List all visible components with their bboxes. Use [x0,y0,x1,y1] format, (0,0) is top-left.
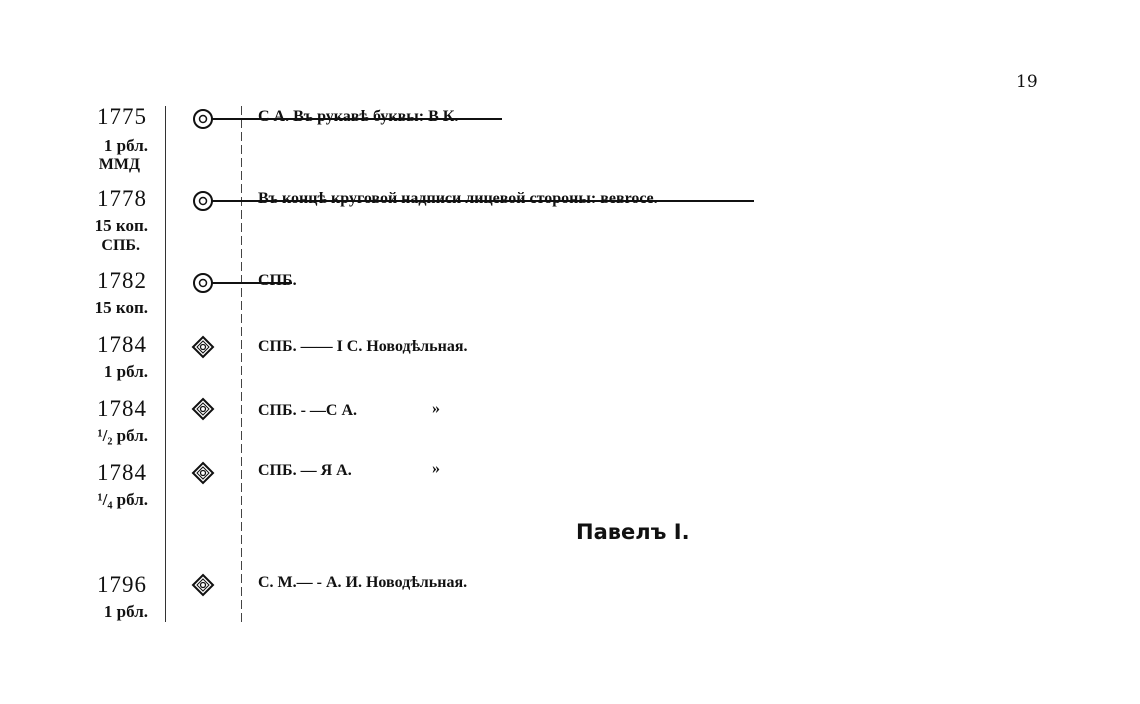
entry-year: 1796 [97,572,147,597]
entry-description: С А. Въ рукавѣ буквы: В К. [258,108,459,125]
entry-description: СПБ. — Я А. [258,462,352,479]
entry-year: 1775 [97,104,147,129]
entry-year: 1784 [97,396,147,421]
page-number: 19 [1016,72,1038,92]
diamond-dot-icon [190,334,216,360]
entry-denomination: 1 рбл. [103,362,148,381]
entry-mint: СПБ. [101,237,140,254]
diamond-dot-icon [190,396,216,422]
entry-denomination: ¹/₄ рбл. [97,490,148,509]
entry-year: 1778 [97,186,147,211]
entry-denomination: 15 коп. [94,216,148,235]
entry-description: СПБ. [258,272,297,289]
entry-description: С. М.— - А. И. Новодѣльная. [258,574,468,591]
ditto-mark: » [432,400,440,417]
diamond-dot-icon [190,460,216,486]
section-heading: Павелъ I. [576,520,690,544]
entry-description: Въ концѣ круговой надписи лицевой стороны: вeвroce. [258,190,658,207]
entry-denomination: 1 рбл. [103,602,148,621]
entry-year: 1784 [97,460,147,485]
ditto-mark: » [432,460,440,477]
entry-denomination: ¹/₂ рбл. [97,426,148,445]
entry-mint: ММД [98,156,140,173]
column-divider-right [241,106,242,622]
entry-year: 1782 [97,268,147,293]
column-divider-left [165,106,166,622]
entry-denomination: 15 коп. [94,298,148,317]
entry-year: 1784 [97,332,147,357]
entry-description: СПБ. —— I С. Новодѣльная. [258,338,468,355]
entry-description: СПБ. - —С А. [258,402,358,419]
entry-denomination: 1 рбл. [103,136,148,155]
diamond-dot-icon [190,572,216,598]
